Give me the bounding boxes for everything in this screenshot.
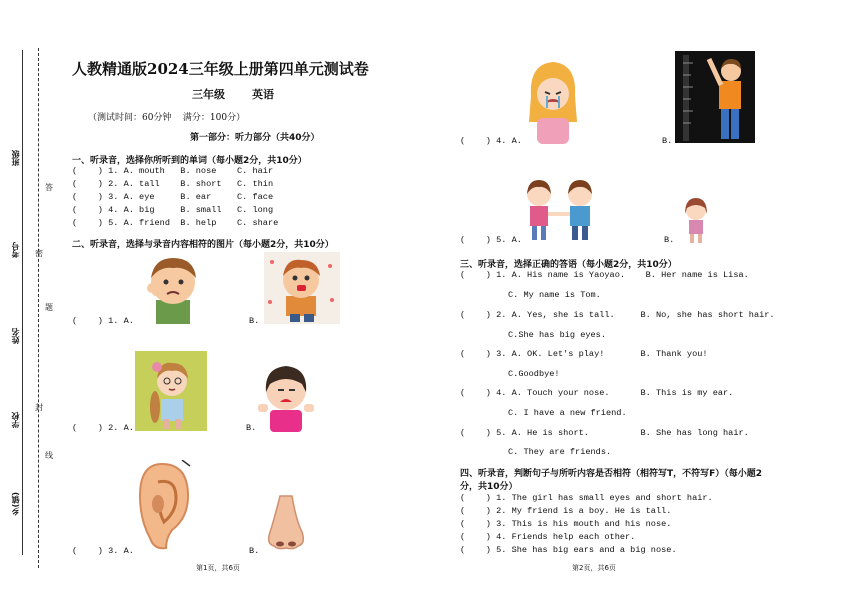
q4-heading-cont: 分，共10分） xyxy=(460,482,518,492)
page-footer-left: 第1页，共6页 xyxy=(196,564,240,572)
q2-heading: 二、听录音，选择与录音内容相符的图片（每小题2分，共10分） xyxy=(72,240,334,250)
q3-item-1-c: C. My name is Tom. xyxy=(508,290,601,300)
boy-mouth-image xyxy=(264,252,340,324)
q2-item-1-b: B. xyxy=(249,316,260,326)
class-label: 班级 xyxy=(11,150,20,166)
q1-item: ( ) 2. A. tall B. short C. thin xyxy=(72,179,274,189)
q2-item-5-b: B. xyxy=(664,235,675,245)
seal-mark-xian: 线 xyxy=(45,451,53,460)
q3-item-4-c: C. I have a new friend. xyxy=(508,408,627,418)
q3-item-4: ( ) 4. A. Touch your nose. B. This is my ear. xyxy=(460,388,734,398)
binding-margin xyxy=(0,0,60,607)
q3-item-2-c: C.She has big eyes. xyxy=(508,330,606,340)
q1-item: ( ) 4. A. big B. small C. long xyxy=(72,205,274,215)
exam-number-label: 考号 xyxy=(11,242,20,258)
q3-heading: 三、听录音，选择正确的答语（每小题2分，共10分） xyxy=(460,260,677,270)
q4-item: ( ) 1. The girl has small eyes and short hair. xyxy=(460,493,713,503)
girl-crying-image xyxy=(258,360,314,432)
q2-item-2: ( ) 2. A. xyxy=(72,423,134,433)
q2-item-4-b: B. xyxy=(662,136,673,146)
q4-item: ( ) 5. She has big ears and a big nose. xyxy=(460,545,677,555)
nose-image xyxy=(264,494,308,554)
q2-item-1: ( ) 1. A. xyxy=(72,316,134,326)
school-label: 学校 xyxy=(11,412,20,428)
q2-item-3: ( ) 3. A. xyxy=(72,546,134,556)
q1-item: ( ) 5. A. friend B. help C. share xyxy=(72,218,279,228)
seal-mark-feng: 封 xyxy=(35,403,43,412)
seal-line xyxy=(38,48,39,568)
q3-item-3: ( ) 3. A. OK. Let's play! B. Thank you! xyxy=(460,349,708,359)
q1-item: ( ) 1. A. mouth B. nose C. hair xyxy=(72,166,274,176)
q3-item-3-c: C.Goodbye! xyxy=(508,369,560,379)
girl-small-image xyxy=(681,196,711,244)
boy-sad-face-image xyxy=(136,250,210,324)
boy-tall-height-chart-image xyxy=(675,51,755,143)
q4-item: ( ) 4. Friends help each other. xyxy=(460,532,636,542)
q2-item-2-b: B. xyxy=(246,423,257,433)
subject-label: 英语 xyxy=(252,88,274,101)
q4-heading: 四、听录音，判断句子与所听内容是否相符（相符写T，不符写F）（每小题2 xyxy=(460,469,763,479)
girl-crying-tears-image xyxy=(525,56,581,144)
page-footer-right: 第2页，共6页 xyxy=(572,564,616,572)
q3-item-1: ( ) 1. A. His name is Yaoyao. B. Her name is Lisa. xyxy=(460,270,749,280)
part1-heading: 第一部分：听力部分（共40分） xyxy=(190,133,320,143)
fill-line xyxy=(22,50,23,555)
seal-mark-mi: 密 xyxy=(35,249,43,258)
town-label: 乡(镇) xyxy=(11,492,20,516)
seal-mark-da: 答 xyxy=(45,183,53,192)
q2-item-4: ( ) 4. A. xyxy=(460,136,522,146)
q2-item-3-b: B. xyxy=(249,546,260,556)
q3-item-5: ( ) 5. A. He is short. B. She has long hair. xyxy=(460,428,749,438)
exam-info: （测试时间：60分钟 满分：100分） xyxy=(88,113,246,123)
q4-item: ( ) 3. This is his mouth and his nose. xyxy=(460,519,672,529)
q3-item-5-c: C. They are friends. xyxy=(508,447,612,457)
seal-mark-ti: 题 xyxy=(45,303,53,312)
page-title: 人教精通版2024三年级上册第四单元测试卷 xyxy=(72,60,369,78)
q1-item: ( ) 3. A. eye B. ear C. face xyxy=(72,192,274,202)
q4-item: ( ) 2. My friend is a boy. He is tall. xyxy=(460,506,672,516)
q1-heading: 一、听录音，选择你所听到的单词（每小题2分，共10分） xyxy=(72,156,307,166)
grade-label: 三年级 xyxy=(192,88,225,101)
q2-item-5: ( ) 5. A. xyxy=(460,235,522,245)
name-label: 姓名 xyxy=(11,328,20,344)
girl-braid-image xyxy=(135,351,207,431)
ear-image xyxy=(132,460,192,552)
q3-item-2: ( ) 2. A. Yes, she is tall. B. No, she has short hair. xyxy=(460,310,775,320)
friends-holding-hands-image xyxy=(520,172,602,242)
